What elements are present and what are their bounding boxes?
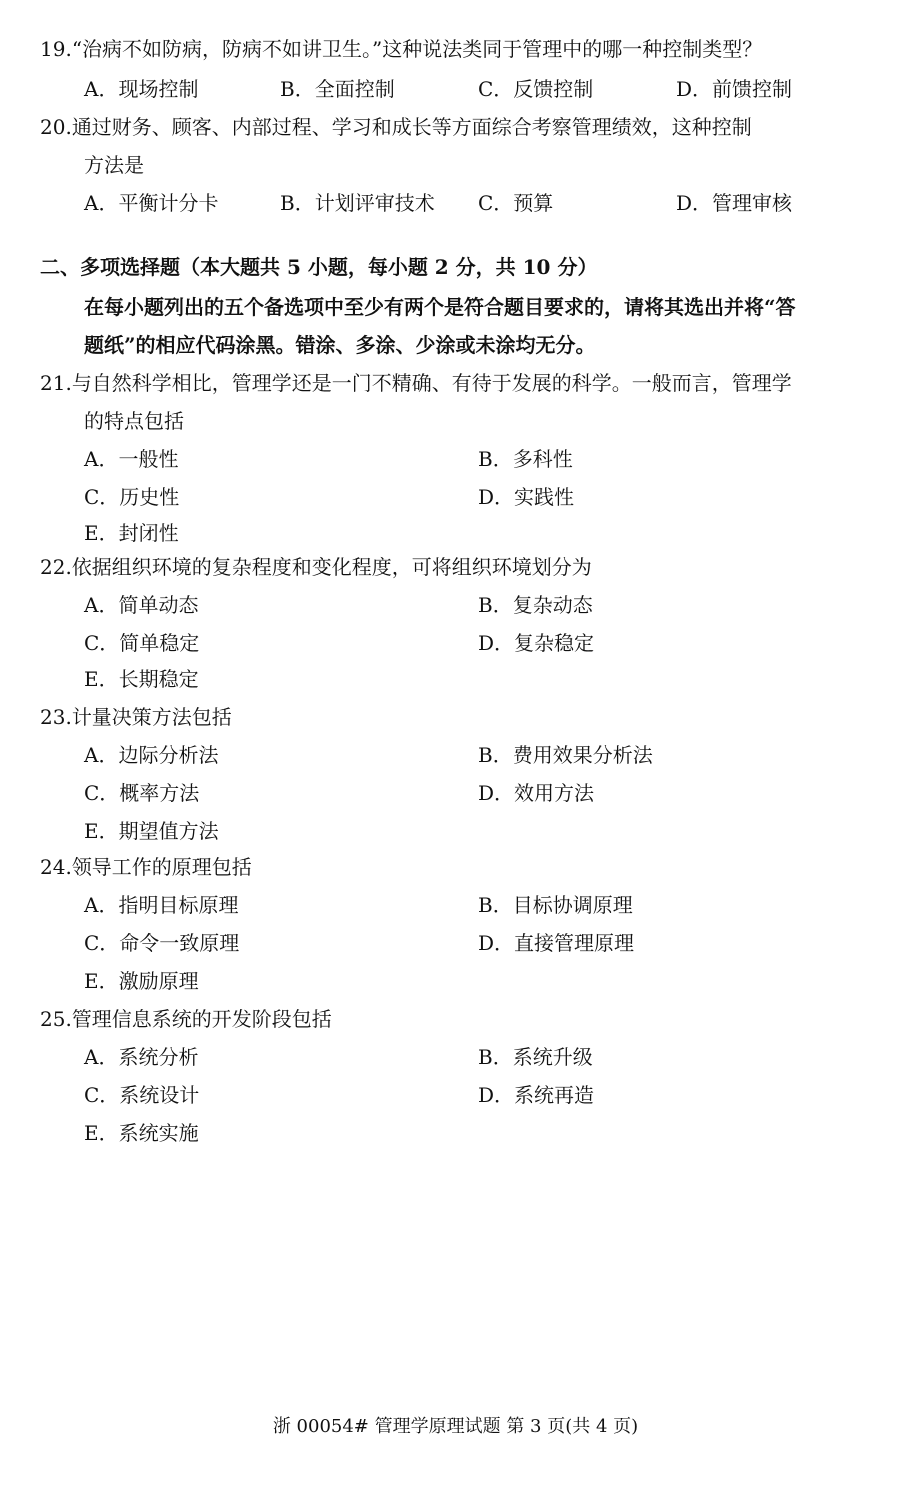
question-23 xyxy=(40,704,232,730)
question-number: 24. xyxy=(40,855,72,879)
q22-option-b: B．复杂动态 xyxy=(478,593,593,617)
q21-option-e: E．封闭性 xyxy=(84,521,179,545)
q21-option-a: A．一般性 xyxy=(84,447,179,471)
q22-option-e: E．长期稳定 xyxy=(84,667,199,691)
question-25 xyxy=(40,1006,332,1032)
q23-option-c: C．概率方法 xyxy=(84,781,200,805)
question-number: 19. xyxy=(40,37,72,61)
q25-option-d: D．系统再造 xyxy=(478,1083,595,1107)
page-footer: 浙 00054# 管理学原理试题 第 3 页(共 4 页) xyxy=(272,1416,639,1437)
question-number: 22. xyxy=(40,555,72,579)
section-heading: 二、多项选择题（本大题共 5 小题，每小题 2 分，共 10 分） xyxy=(40,255,598,279)
q23-option-a: A．边际分析法 xyxy=(84,743,219,767)
q22-option-d: D．复杂稳定 xyxy=(478,631,595,655)
question-number: 25. xyxy=(40,1007,72,1031)
q25-option-b: B．系统升级 xyxy=(478,1045,593,1069)
q23-option-b: B．费用效果分析法 xyxy=(478,743,653,767)
q22-option-a: A．简单动态 xyxy=(84,593,199,617)
q23-option-e: E．期望值方法 xyxy=(84,819,219,843)
question-text: 计量决策方法包括 xyxy=(71,705,232,729)
question-text: 通过财务、顾客、内部过程、学习和成长等方面综合考察管理绩效，这种控制 xyxy=(71,115,752,139)
q23-option-d: D．效用方法 xyxy=(478,781,595,805)
question-21-continued: 的特点包括 xyxy=(84,409,184,433)
q19-option-d: D．前馈控制 xyxy=(676,77,793,101)
q24-option-d: D．直接管理原理 xyxy=(478,931,635,955)
question-20-continued: 方法是 xyxy=(84,153,144,177)
q20-option-d: D．管理审核 xyxy=(676,191,793,215)
q25-option-c: C．系统设计 xyxy=(84,1083,200,1107)
q20-option-b: B．计划评审技术 xyxy=(280,191,435,215)
q21-option-b: B．多科性 xyxy=(478,447,573,471)
q24-option-e: E．激励原理 xyxy=(84,969,199,993)
q25-option-e: E．系统实施 xyxy=(84,1121,199,1145)
q20-option-a: A．平衡计分卡 xyxy=(84,191,219,215)
question-19 xyxy=(40,36,762,62)
q19-option-b: B．全面控制 xyxy=(280,77,395,101)
q20-option-c: C．预算 xyxy=(478,191,554,215)
section-instruction-continued: 题纸”的相应代码涂黑。错涂、多涂、少涂或未涂均无分。 xyxy=(84,333,596,357)
question-text: 领导工作的原理包括 xyxy=(71,855,252,879)
question-text: 管理信息系统的开发阶段包括 xyxy=(71,1007,332,1031)
question-number: 23. xyxy=(40,705,72,729)
question-number: 21. xyxy=(40,371,72,395)
q24-option-b: B．目标协调原理 xyxy=(478,893,633,917)
q21-option-d: D．实践性 xyxy=(478,485,575,509)
q21-option-c: C．历史性 xyxy=(84,485,180,509)
question-text: “治病不如防病，防病不如讲卫生。”这种说法类同于管理中的哪一种控制类型？ xyxy=(71,37,763,61)
question-text: 与自然科学相比，管理学还是一门不精确、有待于发展的科学。一般而言，管理学 xyxy=(71,371,792,395)
question-21 xyxy=(40,370,792,396)
q19-option-c: C．反馈控制 xyxy=(478,77,594,101)
q25-option-a: A．系统分析 xyxy=(84,1045,199,1069)
q22-option-c: C．简单稳定 xyxy=(84,631,200,655)
question-22 xyxy=(40,554,592,580)
section-instruction: 在每小题列出的五个备选项中至少有两个是符合题目要求的，请将其选出并将“答 xyxy=(84,295,796,319)
question-number: 20. xyxy=(40,115,72,139)
question-20 xyxy=(40,114,752,140)
question-24 xyxy=(40,854,252,880)
q24-option-c: C．命令一致原理 xyxy=(84,931,240,955)
q24-option-a: A．指明目标原理 xyxy=(84,893,239,917)
q19-option-a: A．现场控制 xyxy=(84,77,199,101)
question-text: 依据组织环境的复杂程度和变化程度，可将组织环境划分为 xyxy=(71,555,592,579)
